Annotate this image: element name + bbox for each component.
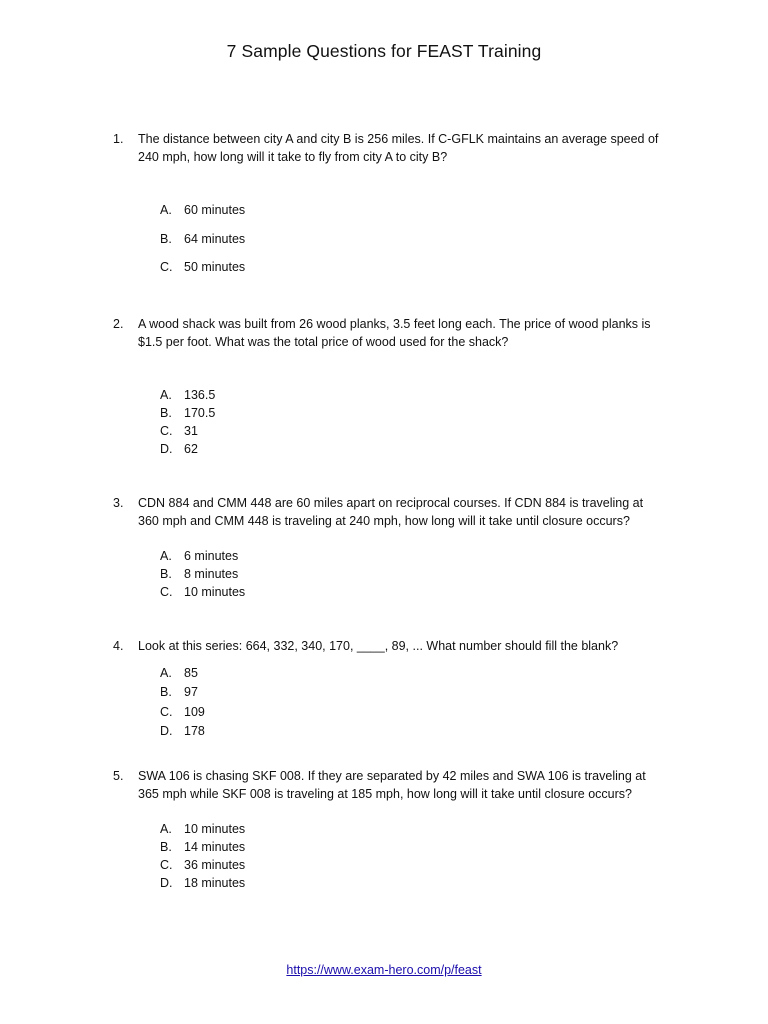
question-1-option-c-text: 50 minutes (184, 260, 246, 274)
question-4-option-c-text: 109 (184, 705, 205, 719)
question-5-text-line-1: SWA 106 is chasing SKF 008. If they are separated by 42 miles and SWA 106 is traveling at (138, 769, 646, 783)
question-1-number: 1. (113, 132, 124, 146)
question-2-option-d-letter: D. (160, 442, 173, 456)
question-2-option-c-text: 31 (184, 424, 198, 438)
question-4-number: 4. (113, 639, 124, 653)
question-2-option-d-text: 62 (184, 442, 198, 456)
question-5-option-a-text: 10 minutes (184, 822, 246, 836)
footer-link[interactable]: https://www.exam-hero.com/p/feast (286, 963, 482, 977)
question-3-text-line-2: 360 mph and CMM 448 is traveling at 240 mph, how long will it take until closure occurs? (138, 514, 630, 528)
question-5-text-line-2: 365 mph while SKF 008 is traveling at 185 mph, how long will it take until closure occurs? (138, 787, 633, 801)
question-1-option-a-text: 60 minutes (184, 203, 246, 217)
question-5-number: 5. (113, 769, 124, 783)
question-3-option-c-letter: C. (160, 585, 173, 599)
question-4-option-a-text: 85 (184, 666, 198, 680)
question-4-option-b-letter: B. (160, 685, 172, 699)
question-1-option-a-letter: A. (160, 203, 172, 217)
question-3-option-b-letter: B. (160, 567, 172, 581)
question-5-option-b-letter: B. (160, 840, 172, 854)
question-5-option-d-letter: D. (160, 876, 173, 890)
question-1-text-line-1: The distance between city A and city B is 256 miles. If C-GFLK maintains an average speed of (138, 132, 659, 146)
question-5-option-a-letter: A. (160, 822, 172, 836)
question-2-option-c-letter: C. (160, 424, 173, 438)
question-1-option-b-text: 64 minutes (184, 232, 246, 246)
question-2-number: 2. (113, 317, 124, 331)
question-3-option-c-text: 10 minutes (184, 585, 246, 599)
question-3-number: 3. (113, 496, 124, 510)
question-5-option-d-text: 18 minutes (184, 876, 246, 890)
question-2-text-line-2: $1.5 per foot. What was the total price of wood used for the shack? (138, 335, 509, 349)
question-3-option-a-text: 6 minutes (184, 549, 239, 563)
question-2-option-b-text: 170.5 (184, 406, 216, 420)
question-2-text-line-1: A wood shack was built from 26 wood planks, 3.5 feet long each. The price of wood planks is (138, 317, 651, 331)
question-1-text-line-2: 240 mph, how long will it take to fly from city A to city B? (138, 150, 448, 164)
question-4-text-line-1: Look at this series: 664, 332, 340, 170, ____, 89, ... What number should fill the blank? (138, 639, 619, 653)
question-1-option-c-letter: C. (160, 260, 173, 274)
question-4-option-c-letter: C. (160, 705, 173, 719)
question-3-option-a-letter: A. (160, 549, 172, 563)
question-1-option-b-letter: B. (160, 232, 172, 246)
question-5-option-b-text: 14 minutes (184, 840, 246, 854)
question-4-option-a-letter: A. (160, 666, 172, 680)
question-2-option-b-letter: B. (160, 406, 172, 420)
question-4-option-b-text: 97 (184, 685, 198, 699)
question-4-option-d-letter: D. (160, 724, 173, 738)
question-3-option-b-text: 8 minutes (184, 567, 239, 581)
question-4-option-d-text: 178 (184, 724, 205, 738)
question-5-option-c-letter: C. (160, 858, 173, 872)
question-2-option-a-text: 136.5 (184, 388, 216, 402)
question-2-option-a-letter: A. (160, 388, 172, 402)
question-3-text-line-1: CDN 884 and CMM 448 are 60 miles apart on reciprocal courses. If CDN 884 is traveling at (138, 496, 644, 510)
question-5-option-c-text: 36 minutes (184, 858, 246, 872)
page-title: 7 Sample Questions for FEAST Training (226, 41, 542, 61)
